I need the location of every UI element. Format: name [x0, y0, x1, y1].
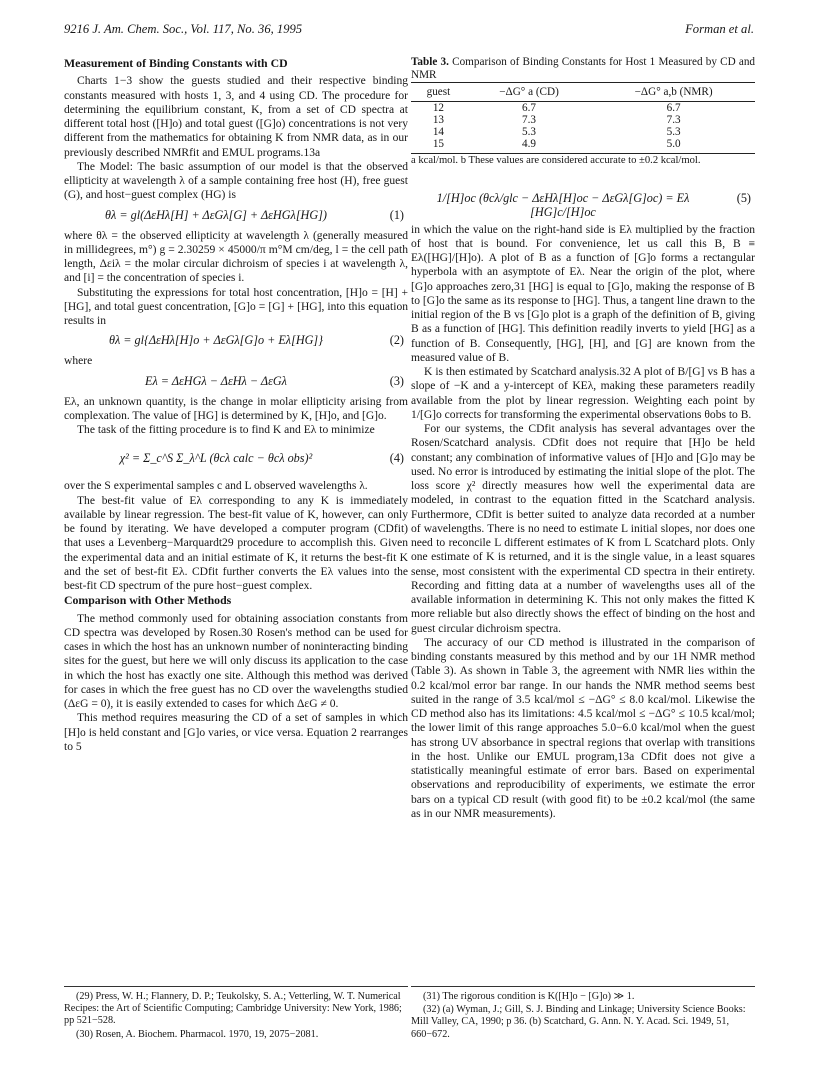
table-row — [411, 102, 755, 115]
table-header-cell: −ΔG° a,b (NMR) — [592, 83, 755, 102]
equation-5-number: (5) — [736, 190, 751, 205]
word-where: where — [64, 355, 93, 368]
footnotes-left — [64, 986, 408, 1042]
table-cell: 15 — [411, 138, 466, 154]
right-column — [411, 56, 755, 821]
paragraph-e-lambda: Eλ, an unknown quantity, is the change in molar ellipticity arising from complexation. The value of [HG] is determined by K, [H]o, and [G]o. — [64, 395, 408, 422]
paragraph-fraction-bound: in which the value on the right-hand side is Eλ multiplied by the fraction of host that is bound. For convenience, let us call this B, B ≡ Eλ([HG]/[H]o). A plot of B as a function of [G]o forms a rectangular hyperbola with an asymptote of Eλ. Near the origin of the plot, where [G]o approaches zero,31 [HG] is equal to [G]o, making the response of B to [G]o the same as its response to [HG]. Thus, a tangent line drawn to the initial region of the B vs [G]o plot is a graph of the definition of B, giving B as a function of [HG]. This definition readily inverts to yield [HG] as a function of B. Consequently, [HG], [H], and [G] are known from the measured value of B. — [411, 223, 755, 364]
equation-4-body: χ² = Σ_c^S Σ_λ^L (θcλ calc − θcλ obs)² — [119, 451, 313, 466]
paragraph-definitions: where θλ = the observed ellipticity at wavelength λ (generally measured in millidegrees, m°) g = 2.30259 × 45000/π m°M cm/deg, l = the cell path length, Δεiλ = the molar circular dichroism of species i at wavelength λ, and [i] = the concentration of species i. — [64, 229, 408, 285]
footnote-32: (32) (a) Wyman, J.; Gill, S. J. Binding and Linkage; University Science Books: Mill Valley, CA, 1990; p 36. (b) Scatchard, G. Ann. N. Y. Acad. Sci. 1949, 51, 660−672. — [411, 1004, 746, 1040]
paragraph-method-requires: This method requires measuring the CD of a set of samples in which [H]o is held constant and [G]o varies, or vice versa. Equation 2 rearranges to 5 — [64, 712, 408, 753]
table-cell: 5.3 — [666, 126, 681, 139]
table-3 — [411, 82, 755, 154]
equation-3-number: (3) — [389, 373, 404, 388]
paragraph-rosen: The method commonly used for obtaining association constants from CD spectra was developed by Rosen.30 Rosen's method can be used for cases in which the host has an unknown number of noninteracting binding sites for the guest, but here we will only discuss its application to the case in which the host has exactly one site. Although this method was derived for cases in which the free guest has no CD over the wavelengths studied (ΔεG = 0), it is easily extended to cases for which ΔεG ≠ 0. — [64, 612, 408, 710]
paragraph-scatchard: K is then estimated by Scatchard analysis.32 A plot of B/[G] vs B has a slope of −K and a y-intercept of KEλ, making these parameters readily available from the plot by linear regression. Weighting each point by 1/[G]o corrects for transforming the experimental observations θobs to B. — [411, 366, 755, 421]
table-cell: 13 — [432, 114, 445, 127]
paragraph-best-fit: The best-fit value of Eλ corresponding to any K is immediately available by linear regression. The best-fit value of K, however, can only be found by iterating. We have developed a computer program (CDfit) that uses a Levenberg−Marquardt29 procedure to accomplish this. Given the experimental data and an initial estimate of K, it returns the best-fit K and the set of best-fit Eλ. CDfit further converts the Eλ values into the best-fit CD spectrum of the pure host−guest complex. — [64, 494, 408, 592]
table-row — [411, 138, 755, 154]
table-cell: 5.3 — [522, 126, 537, 139]
table-row — [411, 126, 755, 138]
paragraph-advantages: For our systems, the CDfit analysis has several advantages over the Rosen/Scatchard analysis. CDfit does not require that [H]o be held constant; any combination of informative values of [H]o and [G]o may be used. No error is introduced by estimating the initial slope of the plot. The loss score χ² directly measures how well the experimental data are modeled, in contrast to the equation fitted in the Scatchard analysis. Furthermore, CDfit is better suited to analyze data recorded at a number of wavelengths. There is no need to estimate L initial slopes, nor does one need to reconcile L different estimates of K from L Scatchard plots. Only one estimate of K is returned, and it is the single value, in a least squares sense, most consistent with the experimental CD spectra in their entirety. Recording and fitting data at a number of wavelengths uses all of the available information in determining K. This not only makes the fitted K more reliable but also directly shows the effect of binding on the host and guest circular dichroism spectra. — [411, 423, 755, 635]
table-cell: 6.7 — [666, 102, 681, 115]
paragraph-substituting: Substituting the expressions for total host concentration, [H]o = [H] + [HG], and total guest concentration, [G]o = [G] + [HG], into this equation results in — [64, 286, 408, 327]
table-cell: 5.0 — [592, 138, 755, 154]
table-cell: 7.3 — [666, 114, 681, 127]
table-row — [411, 114, 755, 126]
paragraph-samples: over the S experimental samples c and L observed wavelengths λ. — [64, 480, 368, 493]
table-3-footnote: a kcal/mol. b These values are considered accurate to ±0.2 kcal/mol. — [411, 155, 701, 167]
equation-4 — [64, 437, 408, 479]
section-title-comparison: Comparison with Other Methods — [64, 593, 232, 608]
table-header-cell: −ΔG° a (CD) — [466, 83, 592, 102]
equation-2-body: θλ = gl{ΔεHλ[H]o + ΔεGλ[G]o + Eλ[HG]} — [108, 333, 324, 348]
left-column — [64, 56, 408, 754]
table-3-label: Table 3. — [411, 56, 449, 68]
paragraph-fitting-task: The task of the fitting procedure is to find K and Eλ to minimize — [77, 424, 375, 436]
footnotes-right — [411, 986, 755, 1042]
spacer — [411, 169, 755, 179]
table-cell: 12 — [432, 102, 445, 115]
equation-5-body: 1/[H]oc (θcλ/glc − ΔεHλ[H]oc − ΔεGλ[G]oc) = Eλ [HG]c/[H]oc — [436, 190, 690, 219]
table-header-cell: guest — [411, 83, 466, 102]
footnote-29: (29) Press, W. H.; Flannery, D. P.; Teukolsky, S. A.; Vetterling, W. T. Numerical Recipes: the Art of Scientific Computing; Cambridge University: New York, 1986; pp 521−528. — [64, 991, 402, 1027]
paragraph-model: The Model: The basic assumption of our model is that the observed ellipticity at wavelength λ of a sample containing free host (H), free guest (G), and host−guest complex (HG) is — [64, 160, 408, 202]
footnote-31: (31) The rigorous condition is K([H]o − [G]o) ≫ 1. — [423, 991, 635, 1002]
equation-1-number: (1) — [389, 207, 404, 222]
footnote-rule — [64, 986, 408, 987]
footnote-30: (30) Rosen, A. Biochem. Pharmacol. 1970, 19, 2075−2081. — [76, 1028, 319, 1040]
table-3-caption — [411, 56, 755, 82]
running-head-authors: Forman et al. — [685, 22, 754, 36]
table-cell: 6.7 — [522, 102, 537, 115]
equation-1 — [64, 203, 408, 229]
running-head — [64, 22, 754, 40]
equation-1-body: θλ = gl(ΔεHλ[H] + ΔεGλ[G] + ΔεHGλ[HG]) — [105, 207, 327, 222]
section-title-measurement: Measurement of Binding Constants with CD — [64, 56, 288, 70]
equation-5 — [411, 179, 755, 223]
paragraph-charts: Charts 1−3 show the guests studied and their respective binding constants measured with hosts 1, 3, and 4 using CD. The procedure for determining the equilibrium constant, K, from a set of CD spectra at different total host ([H]o) and total guest ([G]o) concentrations is not very different from the mathematics for obtaining K from NMR data, as in our previously described NMRfit and EMUL programs.13a — [64, 75, 408, 159]
equation-2 — [64, 328, 408, 354]
equation-2-number: (2) — [389, 333, 404, 348]
table-cell: 14 — [432, 126, 445, 139]
equation-3-body: Eλ = ΔεHGλ − ΔεHλ − ΔεGλ — [145, 373, 287, 388]
table-cell: 4.9 — [466, 138, 592, 154]
footnote-rule — [411, 986, 755, 987]
equation-4-number: (4) — [389, 451, 404, 466]
paragraph-accuracy: The accuracy of our CD method is illustrated in the comparison of binding constants measured by this method and by our 1H NMR method (Table 3). As shown in Table 3, the agreement with NMR lies within the 0.2 kcal/mol error bar range. In our hands the NMR method seems best suited in the range of 3.5 kcal/mol ≤ −ΔG° ≤ 8.0 kcal/mol. Likewise the CD method also has its limitations: 4.5 kcal/mol ≤ −ΔG° ≤ 10.5 kcal/mol; the lower limit of this range approaches 5.0−6.0 kcal/mol when the guest has strong UV absorbance in spectral regions that overlap with transitions in the host. Unlike our EMUL program,13a CDfit does not give a statistically meaningful estimate of error bars. Based on experimental observations and reproducibility of experiments, we estimate the error bars on a typical CD result (with good fit) to be ±0.2 kcal/mol (the same as in our NMR measurements). — [411, 636, 755, 820]
equation-3 — [64, 369, 408, 395]
table-cell: 7.3 — [522, 114, 537, 127]
table-3-caption-text: Comparison of Binding Constants for Host 1 Measured by CD and NMR — [411, 56, 756, 81]
running-head-citation: 9216 J. Am. Chem. Soc., Vol. 117, No. 36, 1995 — [64, 22, 303, 36]
table-header-row — [411, 83, 755, 102]
